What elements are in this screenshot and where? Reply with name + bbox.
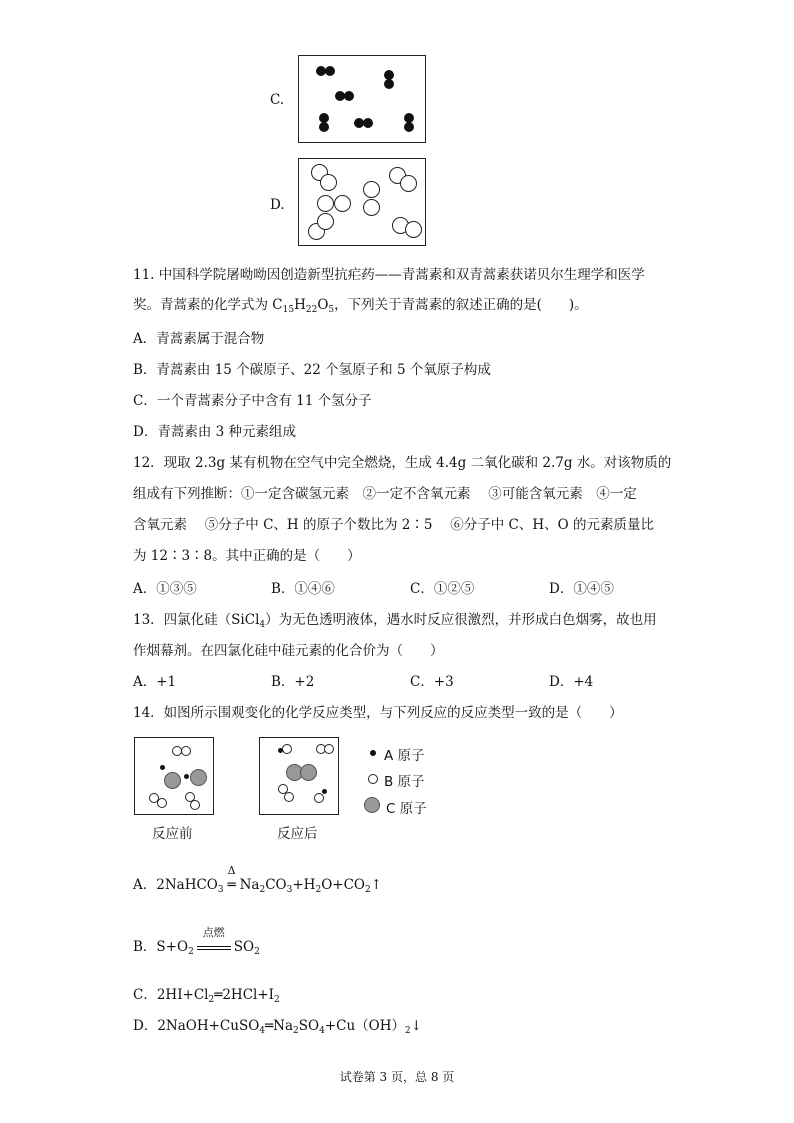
option-c-label: C. (270, 92, 285, 108)
atom-white (317, 213, 334, 230)
q11-option-b: B．青蒿素由 15 个碳原子、22 个氢原子和 5 个氧原子构成 (133, 362, 491, 378)
legend-atom-a-icon (370, 750, 376, 756)
q11-stem-line2: 奖。青蒿素的化学式为 $C_{15}H_{22}O_5$，下列关于青蒿素的叙述正确的是( )。 (133, 297, 588, 315)
atom-b (190, 800, 200, 810)
q12-option-c: C．①②⑤ (410, 581, 475, 597)
q11-option-d: D．青蒿素由 3 种元素组成 (133, 424, 296, 440)
q14-option-c: C．$2HI+Cl_2═2HCl+I_2$ (133, 987, 280, 1005)
atom-black (344, 91, 354, 101)
atom-b (157, 798, 167, 808)
atom-white (320, 174, 337, 191)
legend-atom-c-icon (364, 797, 380, 813)
atom-black (404, 122, 414, 132)
option-d-figure (298, 158, 426, 246)
atom-a (322, 789, 327, 794)
q14-option-a: A．2NaHCO$_3$ Δ ═ $Na_2CO_3+H_2O+CO_2↑$ (133, 864, 383, 895)
q12-stem-line1: 12．现取 2.3g 某有机物在空气中完全燃烧，生成 4.4g 二氧化碳和 2.7g 水。对该物质的 (133, 455, 672, 471)
q13-stem-line2: 作烟幕剂。在四氯化硅中硅元素的化合价为（ ） (133, 643, 444, 659)
q14-option-d: D．$2NaOH+CuSO_4═Na_2SO_4+Cu(OH)_2↓$ (133, 1018, 423, 1036)
atom-c (300, 764, 317, 781)
q13-option-b: B．+2 (271, 674, 315, 690)
atom-white (334, 195, 351, 212)
atom-black (363, 118, 373, 128)
reaction-after-figure (259, 737, 339, 815)
q13-stem-line1: 13．四氯化硅（SiCl$_4$）为无色透明液体，遇水时反应很激烈，并形成白色烟雾，故也用 (133, 612, 657, 630)
q11-option-a: A．青蒿素属于混合物 (133, 331, 265, 347)
condition-ignite: 点燃 (202, 926, 225, 939)
atom-white (317, 195, 334, 212)
option-c-figure (298, 55, 426, 143)
legend-atom-b-icon (368, 774, 378, 784)
q12-stem-line4: 为 12∶3∶8。其中正确的是（ ） (133, 548, 361, 564)
q12-option-a: A．①③⑤ (133, 581, 197, 597)
q13-option-d: D．+4 (549, 674, 594, 690)
atom-b (284, 792, 294, 802)
reaction-before-figure (134, 737, 214, 815)
q12-option-d: D．①④⑤ (549, 581, 614, 597)
atom-c (190, 769, 207, 786)
atom-b (181, 746, 191, 756)
q13-option-a: A．+1 (133, 674, 177, 690)
legend-atom-c: C 原子 (386, 801, 427, 817)
atom-b (282, 744, 292, 754)
atom-b (314, 793, 324, 803)
atom-a (184, 774, 189, 779)
atom-white (363, 199, 380, 216)
page-footer: 试卷第 3 页，总 8 页 (339, 1070, 455, 1084)
condition-heat: Δ (227, 864, 236, 877)
option-d-label: D. (270, 197, 285, 213)
atom-white (405, 221, 422, 238)
atom-c (164, 772, 181, 789)
q11-stem-line1: 11. 中国科学院屠呦呦因创造新型抗疟药——青蒿素和双青蒿素获诺贝尔生理学和医学 (133, 267, 645, 283)
q13-option-c: C．+3 (410, 674, 454, 690)
q11-option-c: C．一个青蒿素分子中含有 11 个氢分子 (133, 393, 372, 409)
caption-before: 反应前 (152, 826, 193, 842)
atom-white (363, 181, 380, 198)
legend-atom-a: A 原子 (384, 748, 425, 764)
q14-option-b: B．$S+O_2$ 点燃 $SO_2$ (133, 926, 260, 957)
atom-white (400, 175, 417, 192)
atom-a (160, 765, 165, 770)
atom-black (325, 66, 335, 76)
q14-stem: 14．如图所示围观变化的化学反应类型，与下列反应的反应类型一致的是（ ） (133, 705, 623, 721)
q12-option-b: B．①④⑥ (271, 581, 335, 597)
legend-atom-b: B 原子 (384, 774, 425, 790)
atom-black (319, 122, 329, 132)
atom-b (324, 744, 334, 754)
q12-stem-line2: 组成有下列推断：①一定含碳氢元素 ②一定不含氧元素 ③可能含氧元素 ④一定 (133, 486, 637, 502)
q12-stem-line3: 含氧元素 ⑤分子中 C、H 的原子个数比为 2∶5 ⑥分子中 C、H、O 的元素质量比 (133, 517, 654, 533)
atom-black (384, 79, 394, 89)
caption-after: 反应后 (277, 826, 318, 842)
